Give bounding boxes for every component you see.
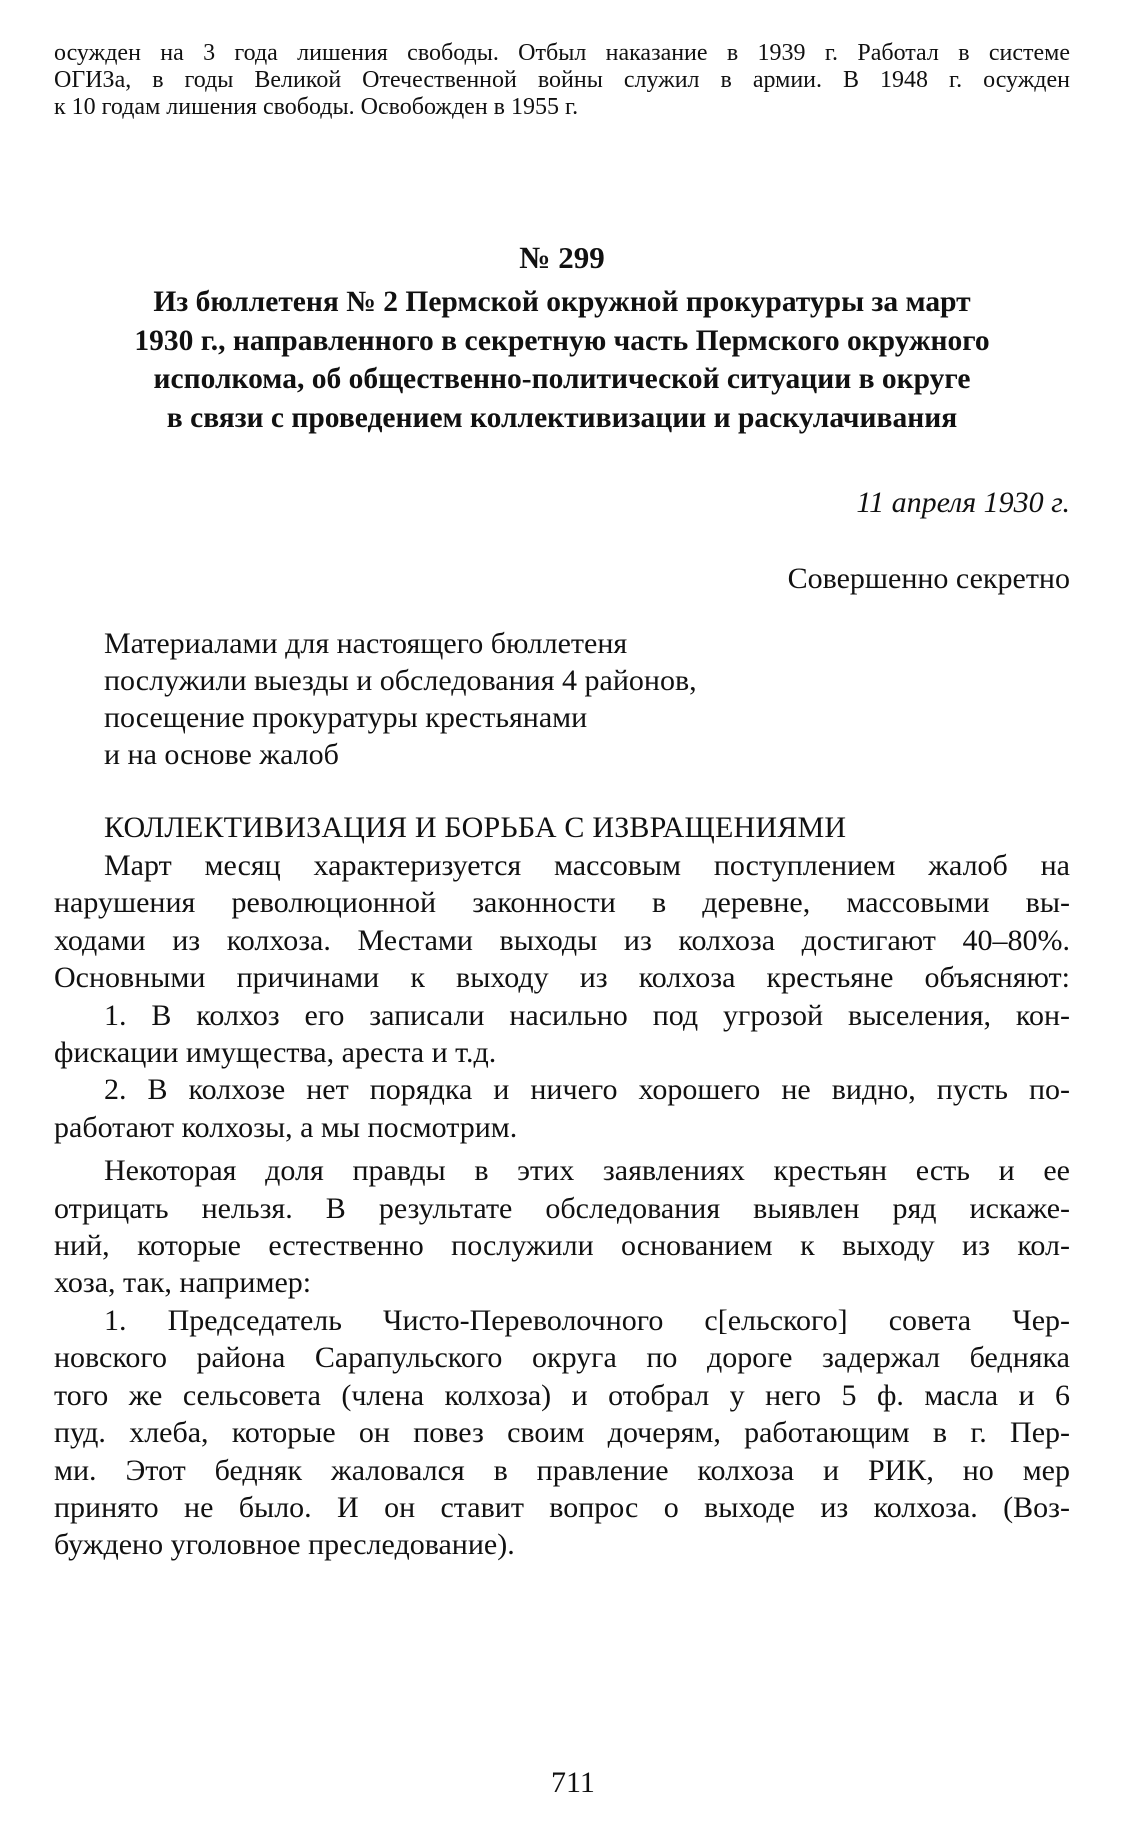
body-text: [54, 847, 1070, 1564]
body-line: принято не было. И он ставит вопрос о выходе из колхоза. (Воз-: [54, 1490, 1070, 1524]
body-line: ми. Этот бедняк жаловался в правление колхоза и РИК, но мер: [54, 1453, 1070, 1487]
body-line: отрицать нельзя. В результате обследования выявлен ряд искаже-: [54, 1191, 1070, 1225]
body-line: Основными причинами к выходу из колхоза крестьяне объясняют:: [54, 961, 1070, 995]
footnote-line: к 10 годам лишения свободы. Освобожден в 1955 г.: [54, 94, 579, 120]
title-line: исполкома, об общественно-политической ситуации в округе: [153, 363, 971, 395]
body-line: буждено уголовное преследование).: [54, 1528, 515, 1562]
body-line: того же сельсовета (члена колхоза) и отобрал у него 5 ф. масла и 6: [54, 1378, 1070, 1412]
epigraph-line: и на основе жалоб: [104, 738, 339, 771]
body-line: ходами из колхоза. Местами выходы из колхоза достигают 40–80%.: [54, 923, 1070, 957]
body-line: Некоторая доля правды в этих заявлениях крестьян есть и ее: [104, 1154, 1070, 1188]
footnote-line: ОГИЗа, в годы Великой Отечественной войны служил в армии. В 1948 г. осужден: [54, 67, 1070, 93]
epigraph: [104, 625, 1070, 773]
document-number: № 299: [519, 240, 605, 275]
epigraph-line: посещение прокуратуры крестьянами: [104, 701, 588, 734]
body-line: хоза, так, например:: [54, 1266, 312, 1300]
body-line: новского района Сарапульского округа по дороге задержал бедняка: [54, 1341, 1070, 1375]
body-line: Март месяц характеризуется массовым поступлением жалоб на: [104, 849, 1070, 882]
footnote-line: осужден на 3 года лишения свободы. Отбыл наказание в 1939 г. Работал в системе: [54, 40, 1070, 66]
page-number: 711: [551, 1766, 595, 1799]
document-title: [54, 283, 1070, 437]
body-line: 2. В колхозе нет порядка и ничего хорошего не видно, пусть по-: [104, 1073, 1070, 1107]
epigraph-line: послужили выезды и обследования 4 районов,: [104, 664, 697, 697]
body-line: работают колхозы, а мы посмотрим.: [54, 1110, 518, 1144]
title-line: в связи с проведением коллективизации и раскулачивания: [166, 401, 958, 434]
title-line: Из бюллетеня № 2 Пермской окружной прокуратуры за март: [153, 286, 971, 318]
body-line: ний, которые естественно послужили основанием к выходу из кол-: [54, 1229, 1070, 1263]
section-heading: КОЛЛЕКТИВИЗАЦИЯ И БОРЬБА С ИЗВРАЩЕНИЯМИ: [104, 811, 847, 844]
body-line: 1. В колхоз его записали насильно под угрозой выселения, кон-: [104, 998, 1070, 1032]
epigraph-line: Материалами для настоящего бюллетеня: [104, 627, 628, 660]
title-line: 1930 г., направленного в секретную часть Пермского окружного: [134, 324, 990, 357]
body-line: пуд. хлеба, которые он повез своим дочерям, работающим в г. Пер-: [54, 1416, 1070, 1450]
document-page: [54, 40, 1070, 1564]
document-date: 11 апреля 1930 г.: [856, 486, 1070, 519]
footnote: [54, 40, 1070, 121]
body-line: нарушения революционной законности в деревне, массовыми вы-: [54, 886, 1070, 920]
body-line: 1. Председатель Чисто-Переволочного с[ельского] совета Чер-: [104, 1303, 1070, 1337]
classification-label: Совершенно секретно: [787, 562, 1070, 595]
body-line: фискации имущества, ареста и т.д.: [54, 1036, 497, 1070]
